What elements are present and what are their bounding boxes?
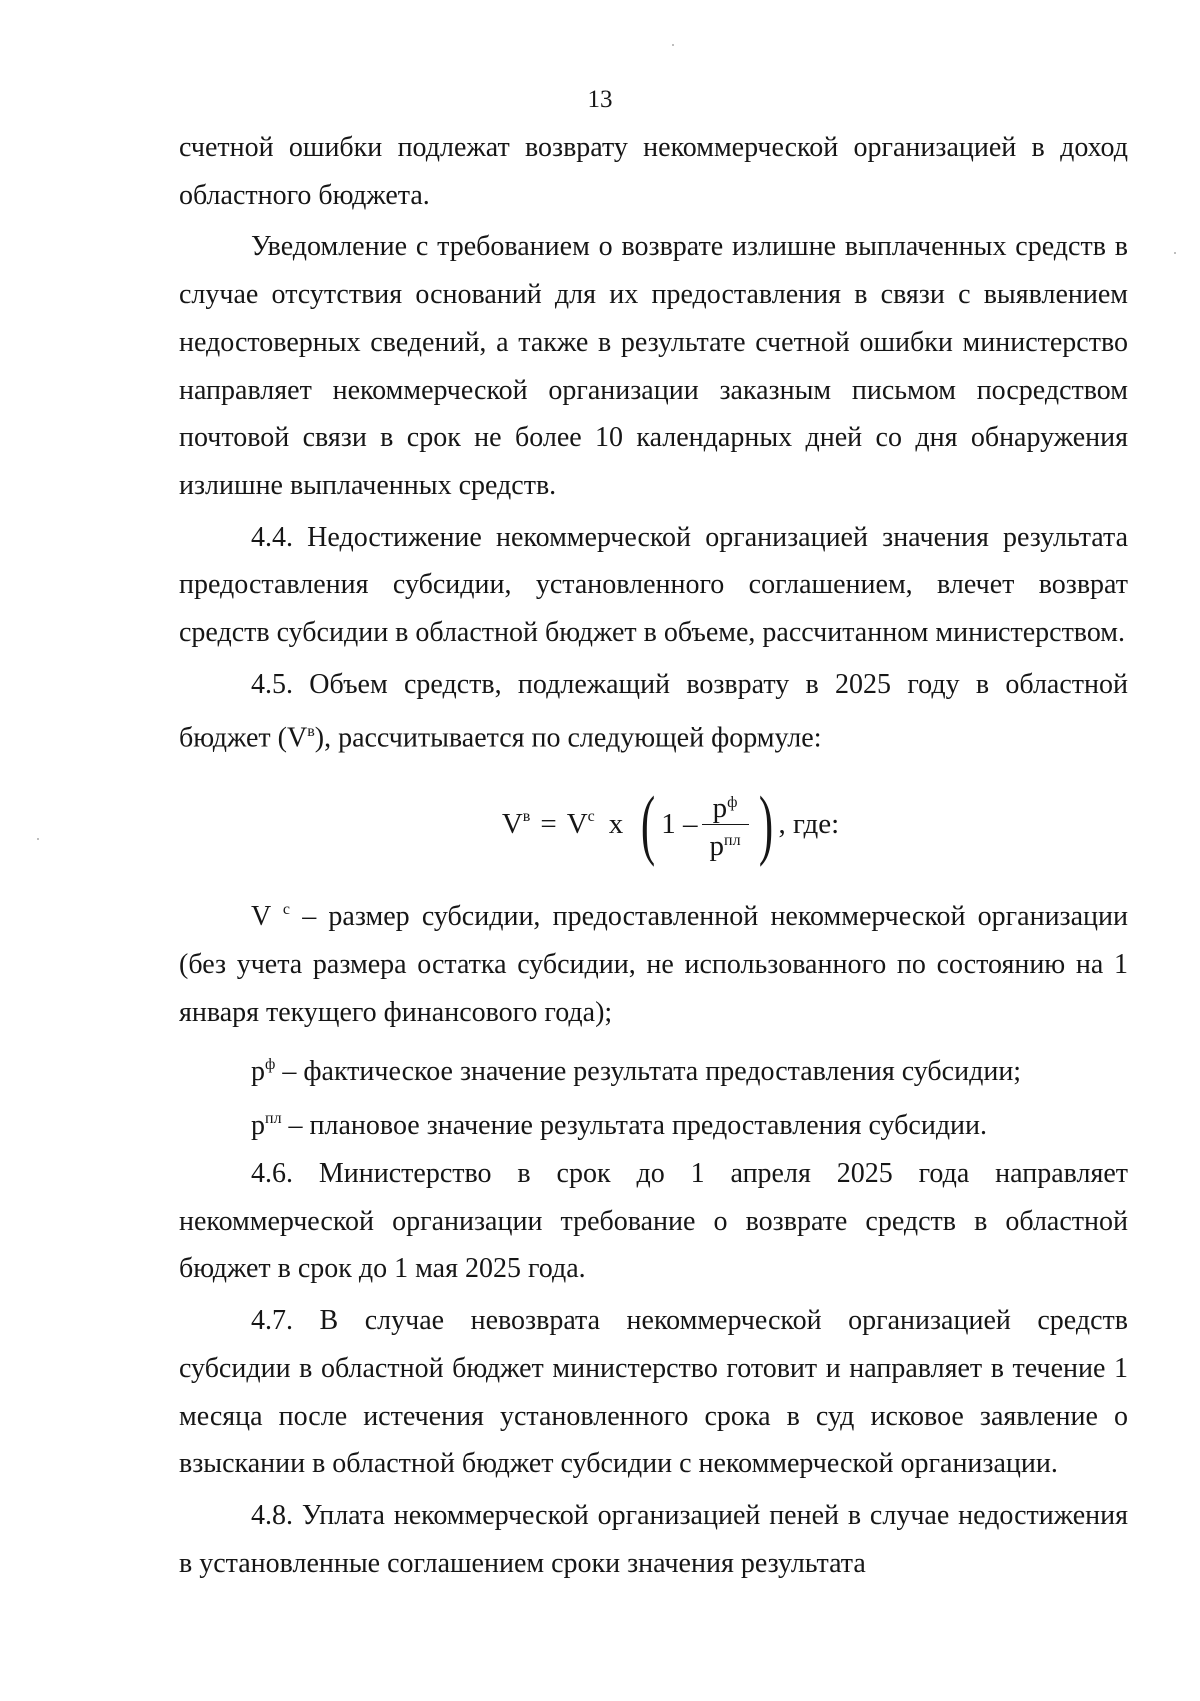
paragraph-4-5-text-a: 4.5. Объем средств, подлежащий возврату в 2025 году в областной бюджет (V [179,668,1128,754]
formula-lhs-symbol: V [501,807,523,840]
formula-fraction [702,787,749,862]
definition-ppl-symbol [251,1110,282,1141]
paragraph-4-4: 4.4. Недостижение некоммерческой организацией значения результата предоставления субсидии, установленного соглашением, влечет возврат средств субсидии в областной бюджет в объеме, рассчитанном министерством. [179,521,1128,649]
formula-times: х [608,807,624,840]
formula-right-paren: ) [758,780,773,868]
formula-numerator [705,787,746,824]
formula-vc-symbol: V [566,807,588,840]
formula-lhs-sup: в [522,807,531,825]
paragraph-continuation: счетной ошибки подлежат возврату некоммерческой организацией в доход областного бюджета. [179,132,1128,211]
definition-vc-text: – размер субсидии, предоставленной некоммерческой организации (без учета размера остатка субсидии, не использованного по состоянию на 1 января текущего финансового года); [179,901,1129,1028]
page-number: 13 [587,86,613,113]
formula-lhs [502,808,531,841]
scan-speck [37,838,39,840]
paragraph-4-5-text-b: ), рассчитывается по следующей формуле: [314,722,822,754]
formula-equals: = [540,807,557,840]
definition-vc-sup: с [282,901,291,919]
formula-denominator-sup: пл [724,831,741,849]
formula-denominator [702,824,749,862]
definition-vc-symbol [251,901,290,932]
formula-left-paren: ( [641,780,656,868]
definition-ppl-sup: пл [265,1110,282,1128]
refund-formula [179,762,1128,886]
definition-pf-letter: р [251,1055,265,1087]
formula-vc [567,808,595,841]
definition-vc [179,886,1128,1036]
paragraph-4-5-sup: в [307,723,315,741]
paragraph-notification: Уведомление с требованием о возврате излишне выплаченных средств в случае отсутствия оснований для их предоставления в связи с выявлением недостоверных сведений, а также в результате счетной ошибки министерство направляет некоммерческой организации заказным письмом посредством почтовой связи в срок не более 10 календарных дней со дня обнаружения излишне выплаченных средств. [179,231,1128,501]
scan-speck [1174,252,1176,254]
formula-one-minus: 1 – [661,807,698,840]
document-body [179,124,1128,1587]
paragraph-4-6: 4.6. Министерство в срок до 1 апреля 2025 года направляет некоммерческой организации требование о возврате средств в областной бюджет в срок до 1 мая 2025 года. [179,1157,1128,1285]
definition-ppl [179,1095,1128,1150]
definition-pf-sup: ф [265,1055,276,1073]
definition-ppl-text: – плановое значение результата предоставления субсидии. [281,1110,988,1142]
formula-numerator-symbol: р [712,791,728,824]
scan-speck [672,44,674,46]
definition-vc-letter: V [251,901,271,933]
formula-vc-sup: с [587,807,595,825]
formula-tail: , где: [778,807,840,840]
definition-pf-text: – фактическое значение результата предоставления субсидии; [275,1055,1022,1087]
definition-pf-symbol [251,1056,275,1087]
paragraph-4-7: 4.7. В случае невозврата некоммерческой организацией средств субсидии в областной бюджет министерство готовит и направляет в течение 1 месяца после истечения установленного срока в суд исковое заявление о взыскании в областной бюджет субсидии с некоммерческой организации. [179,1305,1128,1480]
definition-pf [179,1041,1128,1096]
paragraph-4-8: 4.8. Уплата некоммерческой организацией пеней в случае недостижения в установленные соглашением сроки значения результата [179,1499,1128,1579]
formula-denominator-symbol: р [709,829,724,862]
paragraph-4-5 [179,661,1128,763]
formula-numerator-sup: ф [727,793,738,811]
definition-ppl-letter: р [251,1110,265,1142]
